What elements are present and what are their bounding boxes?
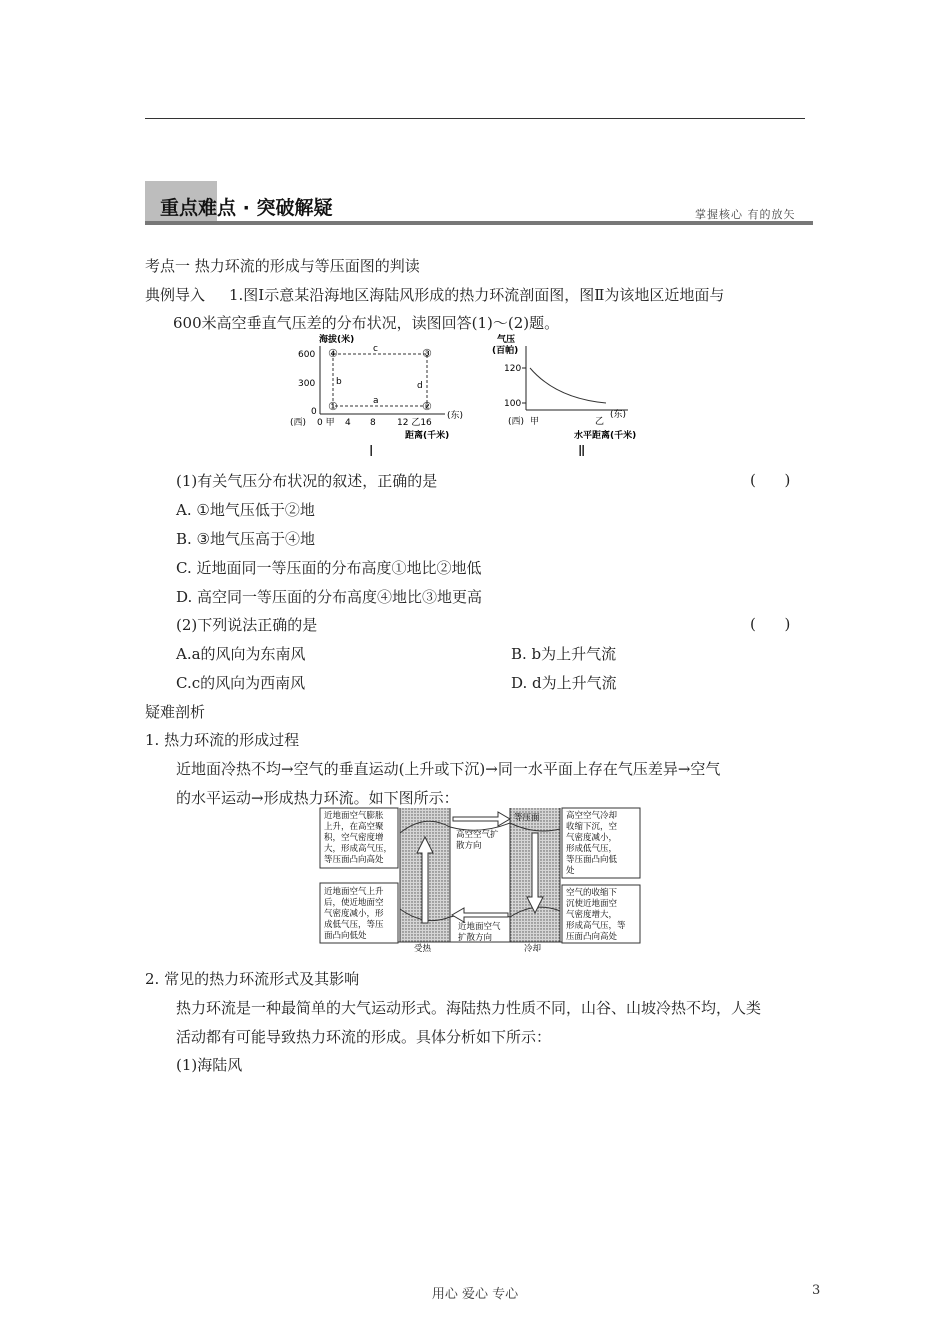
header-rule [145,118,805,119]
diagram-box-bl-line: 气密度减小，形 [324,909,384,919]
fig1-point-1: ① [328,400,338,413]
diagram-heating-label: 受热 [414,944,432,953]
fig1-ylabel: 海拔(米) [319,335,355,345]
diagram-box-tr-line: 等压面凸向低 [566,855,618,865]
diagram-box-tr-line: 高空空气冷却 [566,811,618,821]
fig2-west: (西) [508,417,525,427]
q2-option-a: A.a的风向为东南风 [176,645,306,663]
q2-option-d: D. d为上升气流 [511,674,617,692]
q1-stem: (1)有关气压分布状况的叙述，正确的是 [176,472,438,490]
fig1-xtick: 12 乙16 [397,418,432,428]
diagram-box-tr-line: 处 [566,866,575,876]
diagram-box-tr-line: 形成低气压， [566,844,618,854]
diagram-box-bl-line: 后，使近地面空 [324,898,384,908]
figure-1-caption: Ⅰ [369,444,374,460]
diagram-isobar-label: 等压面 [514,813,540,823]
analysis-item-2-subheading: (1)海陆风 [176,1056,243,1074]
intro-line-2: 600米高空垂直气压差的分布状况，读图回答(1)～(2)题。 [173,314,560,332]
fig2-ylabel-1: 气压 [497,335,516,345]
fig2-xlabel: 水平距离(千米) [574,431,637,441]
fig1-point-2: ② [422,400,432,413]
q1-option-d: D. 高空同一等压面的分布高度④地比③地更高 [176,588,483,606]
section-banner-title: 重点难点 · 突破解疑 [160,197,333,219]
fig1-ytick: 0 [311,407,317,417]
fig2-jia: 甲 [530,417,540,427]
diagram-box-br-line: 空气的收缩下 [566,888,618,898]
fig1-xtick: 0 甲 [317,418,335,428]
diagram-cooling-label: 冷却 [524,944,542,953]
fig1-xtick: 4 [345,418,351,428]
analysis-item-1-line-2: 的水平运动→形成热力环流。如下图所示： [176,789,459,807]
analysis-item-2-line-2: 活动都有可能导致热力环流的形成。具体分析如下所示： [176,1028,552,1046]
analysis-item-1-line-1: 近地面冷热不均→空气的垂直运动(上升或下沉)→同一水平面上存在气压差异→空气 [176,760,721,778]
q1-option-b: B. ③地气压高于④地 [176,530,316,548]
fig1-point-4: ④ [328,347,338,360]
fig1-seg-c: c [373,344,378,354]
fig1-point-3: ③ [422,347,432,360]
analysis-item-1-title: 1. 热力环流的形成过程 [145,731,300,749]
topic-heading: 考点一 热力环流的形成与等压面图的判读 [145,257,420,275]
fig1-ytick: 300 [298,379,316,389]
diagram-box-tl-line: 上升，在高空聚 [324,822,384,832]
diagram-box-tl-line: 积，空气密度增 [324,833,384,843]
analysis-item-2-line-1: 热力环流是一种最简单的大气运动形式。海陆热力性质不同，山谷、山坡冷热不均，人类 [176,999,762,1017]
fig1-seg-a: a [373,396,379,406]
fig2-ytick: 120 [504,364,522,374]
diagram-box-tr-line: 气密度减小， [566,833,618,843]
q2-option-b: B. b为上升气流 [511,645,617,663]
fig1-west: (西) [290,418,307,428]
q1-answer-blank: ( ) [750,471,791,489]
figure-2-caption: Ⅱ [578,444,586,460]
fig2-ytick: 100 [504,399,522,409]
diagram-box-tl-line: 大，形成高气压， [324,844,393,854]
q2-option-c: C.c的风向为西南风 [176,674,306,692]
diagram-box-bl-line: 近地面空气上升 [324,887,384,897]
figure-1-circulation [285,334,475,444]
diagram-box-br-line: 压面凸向高处 [566,932,618,942]
diagram-box-br-line: 沉使近地面空 [566,899,618,909]
intro-line-1: 1.图Ⅰ示意某沿海地区海陆风形成的热力环流剖面图，图Ⅱ为该地区近地面与 [229,286,725,304]
diagram-box-bl-line: 成低气压，等压 [324,920,384,930]
section-banner-tagline: 掌握核心 有的放矢 [695,208,796,221]
fig2-east: (东) [610,410,627,420]
diagram-upper-flow-label: 散方向 [456,841,482,851]
diagram-box-tl-line: 近地面空气膨胀 [324,811,384,821]
diagram-lower-flow-label: 扩散方向 [458,933,493,943]
fig1-seg-d: d [417,381,423,391]
diagram-upper-flow-label: 高空空气扩 [456,830,499,840]
fig1-xtick: 8 [370,418,376,428]
q1-option-a: A. ①地气压低于②地 [176,501,315,519]
diagram-box-tr-line: 收缩下沉，空 [566,822,618,832]
figure-2-pressure-curve [478,334,638,444]
fig1-seg-b: b [336,377,342,387]
fig2-ylabel-2: (百帕) [492,346,519,356]
fig1-xlabel: 距离(千米) [405,431,450,441]
q2-stem: (2)下列说法正确的是 [176,616,318,634]
fig1-east: (东) [447,411,464,421]
intro-label: 典例导入 [145,286,206,304]
page-number: 3 [812,1283,821,1298]
fig1-ytick: 600 [298,350,316,360]
diagram-box-bl-line: 面凸向低处 [324,931,367,941]
diagram-box-tl-line: 等压面凸向高处 [324,855,384,865]
page-footer: 用心 爱心 专心 [431,1287,519,1302]
fig2-yi: 乙 [595,417,605,427]
q2-answer-blank: ( ) [750,615,791,633]
analysis-item-2-title: 2. 常见的热力环流形式及其影响 [145,970,360,988]
q1-option-c: C. 近地面同一等压面的分布高度①地比②地低 [176,559,482,577]
analysis-title: 疑难剖析 [145,703,206,721]
thermal-circulation-diagram [318,805,642,953]
diagram-lower-flow-label: 近地面空气 [458,922,501,932]
diagram-box-br-line: 形成高气压，等 [566,921,626,931]
diagram-box-br-line: 气密度增大， [566,910,618,920]
